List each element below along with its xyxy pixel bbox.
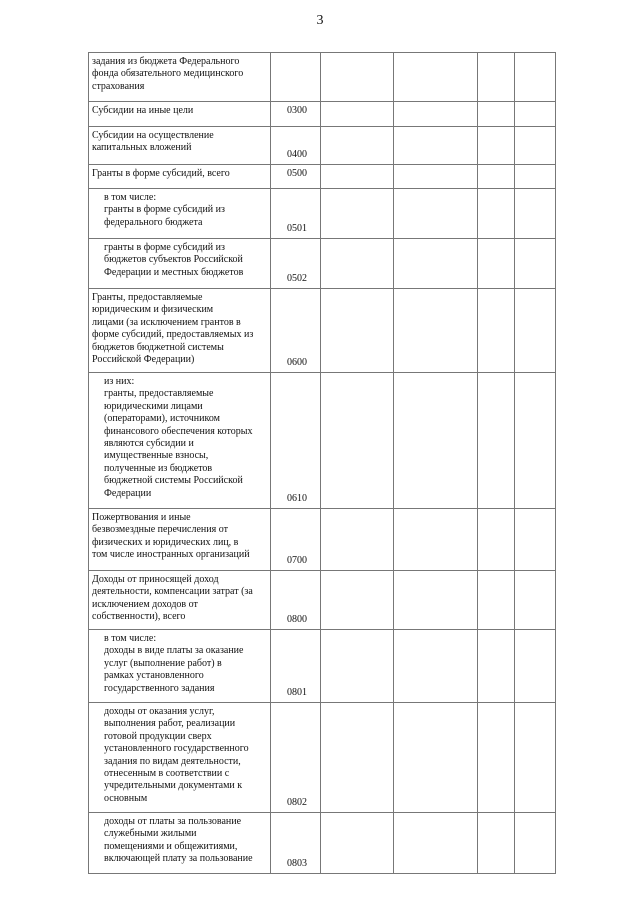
row-code: 0400 — [271, 127, 321, 165]
row-label: из них: гранты, предоставляемые юридическими лицами (операторами), источником финансового обеспечения которых являются субсидии и имущественные взносы, полученные из бюджетов бюджетной системы Российской Федерации — [89, 373, 271, 509]
value-cell — [515, 813, 556, 874]
row-label: в том числе: гранты в форме субсидий из федерального бюджета — [89, 189, 271, 239]
row-label: доходы от платы за пользование служебными жилыми помещениями и общежитиями, включающей плату за пользование — [89, 813, 271, 874]
value-cell — [394, 373, 478, 509]
row-code: 0803 — [271, 813, 321, 874]
table-row — [89, 373, 556, 509]
value-cell — [478, 509, 515, 571]
value-cell — [321, 53, 394, 102]
value-cell — [321, 127, 394, 165]
value-cell — [478, 373, 515, 509]
value-cell — [394, 630, 478, 703]
value-cell — [321, 630, 394, 703]
row-label: Гранты, предоставляемые юридическим и физическим лицами (за исключением грантов в форме субсидий, предоставляемых из бюджетов бюджетной системы Российской Федерации) — [89, 289, 271, 373]
value-cell — [321, 289, 394, 373]
table-row — [89, 102, 556, 127]
row-code: 0801 — [271, 630, 321, 703]
value-cell — [394, 102, 478, 127]
value-cell — [394, 509, 478, 571]
value-cell — [515, 509, 556, 571]
table-row — [89, 165, 556, 189]
value-cell — [515, 239, 556, 289]
table-row — [89, 127, 556, 165]
row-code: 0500 — [271, 165, 321, 189]
value-cell — [321, 165, 394, 189]
row-label: Доходы от приносящей доход деятельности, компенсации затрат (за исключением доходов от собственности), всего — [89, 571, 271, 630]
income-form-table — [88, 52, 556, 874]
row-label: задания из бюджета Федерального фонда обязательного медицинского страхования — [89, 53, 271, 102]
value-cell — [478, 102, 515, 127]
value-cell — [321, 571, 394, 630]
value-cell — [394, 289, 478, 373]
value-cell — [478, 165, 515, 189]
table-row — [89, 630, 556, 703]
value-cell — [394, 239, 478, 289]
row-label: гранты в форме субсидий из бюджетов субъектов Российской Федерации и местных бюджетов — [89, 239, 271, 289]
table-row — [89, 571, 556, 630]
table-row — [89, 53, 556, 102]
row-code: 0700 — [271, 509, 321, 571]
row-label: Субсидии на иные цели — [89, 102, 271, 127]
row-label: Субсидии на осуществление капитальных вложений — [89, 127, 271, 165]
value-cell — [394, 813, 478, 874]
row-code: 0800 — [271, 571, 321, 630]
row-label: Гранты в форме субсидий, всего — [89, 165, 271, 189]
row-code — [271, 53, 321, 102]
value-cell — [515, 165, 556, 189]
value-cell — [515, 630, 556, 703]
value-cell — [478, 813, 515, 874]
row-code: 0610 — [271, 373, 321, 509]
value-cell — [478, 703, 515, 813]
value-cell — [478, 571, 515, 630]
value-cell — [515, 373, 556, 509]
table-row — [89, 509, 556, 571]
value-cell — [321, 102, 394, 127]
row-label: Пожертвования и иные безвозмездные перечисления от физических и юридических лиц, в том числе иностранных организаций — [89, 509, 271, 571]
value-cell — [478, 630, 515, 703]
value-cell — [478, 53, 515, 102]
row-code: 0501 — [271, 189, 321, 239]
value-cell — [321, 813, 394, 874]
table-row — [89, 189, 556, 239]
value-cell — [515, 102, 556, 127]
table-row — [89, 703, 556, 813]
row-label: в том числе: доходы в виде платы за оказание услуг (выполнение работ) в рамках установленного государственного задания — [89, 630, 271, 703]
value-cell — [394, 53, 478, 102]
value-cell — [394, 571, 478, 630]
value-cell — [478, 189, 515, 239]
value-cell — [394, 703, 478, 813]
row-code: 0300 — [271, 102, 321, 127]
value-cell — [478, 127, 515, 165]
row-code: 0802 — [271, 703, 321, 813]
value-cell — [321, 239, 394, 289]
value-cell — [515, 289, 556, 373]
value-cell — [478, 289, 515, 373]
value-cell — [394, 127, 478, 165]
value-cell — [394, 189, 478, 239]
value-cell — [515, 703, 556, 813]
row-code: 0600 — [271, 289, 321, 373]
value-cell — [321, 189, 394, 239]
row-label: доходы от оказания услуг, выполнения работ, реализации готовой продукции сверх установленного государственного задания по видам деятельности, отнесенным в соответствии с учредительными документами к основным — [89, 703, 271, 813]
value-cell — [515, 127, 556, 165]
table-row — [89, 289, 556, 373]
value-cell — [515, 189, 556, 239]
value-cell — [321, 703, 394, 813]
table-row — [89, 239, 556, 289]
value-cell — [321, 373, 394, 509]
value-cell — [515, 571, 556, 630]
table-row — [89, 813, 556, 874]
value-cell — [515, 53, 556, 102]
page-number: 3 — [316, 13, 324, 28]
row-code: 0502 — [271, 239, 321, 289]
value-cell — [321, 509, 394, 571]
value-cell — [394, 165, 478, 189]
value-cell — [478, 239, 515, 289]
